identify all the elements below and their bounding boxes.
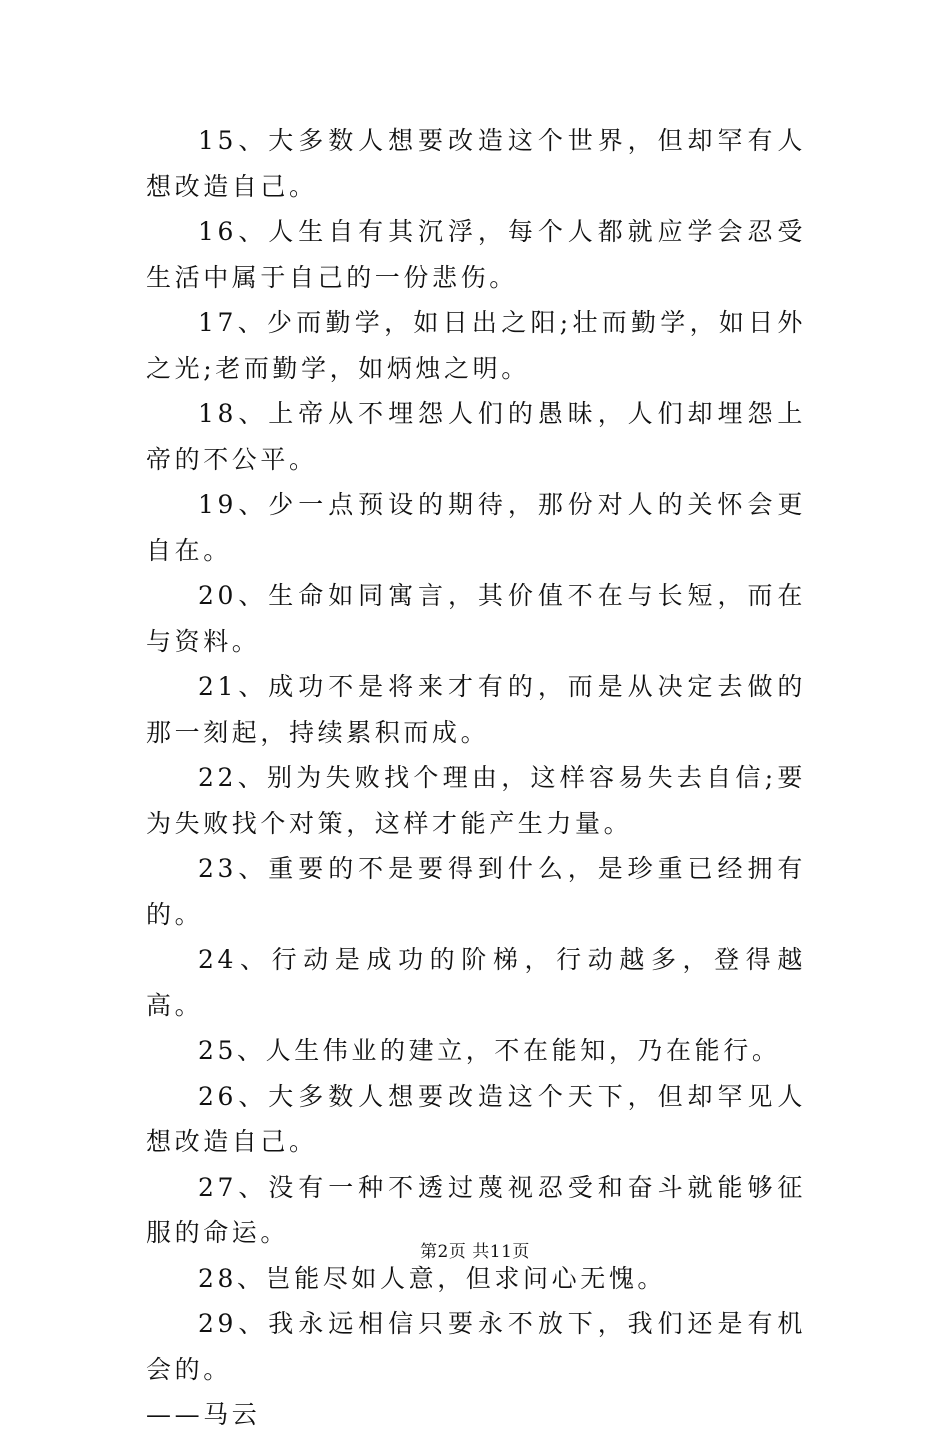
paragraph-24: 24、行动是成功的阶梯，行动越多，登得越高。 [146,945,806,1020]
paragraph-15: 15、大多数人想要改造这个世界，但却罕有人想改造自己。 [146,126,806,201]
paragraph-20: 20、生命如同寓言，其价值不在与长短，而在与资料。 [146,581,806,656]
quote-attribution: ——马云 [146,1400,261,1429]
paragraph-16: 16、人生自有其沉浮，每个人都就应学会忍受生活中属于自己的一份悲伤。 [146,217,806,292]
paragraph-27: 27、没有一种不透过蔑视忍受和奋斗就能够征服的命运。 [146,1172,806,1247]
paragraph-23: 23、重要的不是要得到什么，是珍重已经拥有的。 [146,854,806,929]
paragraph-25: 25、人生伟业的建立，不在能知，乃在能行。 [198,1036,781,1065]
paragraph-19: 19、少一点预设的期待，那份对人的关怀会更自在。 [146,490,806,565]
paragraph-29: 29、我永远相信只要永不放下，我们还是有机会的。 [146,1309,806,1384]
paragraph-26: 26、大多数人想要改造这个天下，但却罕见人想改造自己。 [146,1081,806,1156]
page-footer: 第2页 共11页 [420,1242,530,1262]
paragraph-28: 28、岂能尽如人意，但求问心无愧。 [198,1263,667,1293]
paragraph-17: 17、少而勤学，如日出之阳;壮而勤学，如日外之光;老而勤学，如炳烛之明。 [146,308,806,383]
document-body [146,118,806,1438]
paragraph-18: 18、上帝从不埋怨人们的愚昧，人们却埋怨上帝的不公平。 [146,399,806,474]
paragraph-21: 21、成功不是将来才有的，而是从决定去做的那一刻起，持续累积而成。 [146,672,806,747]
paragraph-22: 22、别为失败找个理由，这样容易失去自信;要为失败找个对策，这样才能产生力量。 [146,763,806,838]
